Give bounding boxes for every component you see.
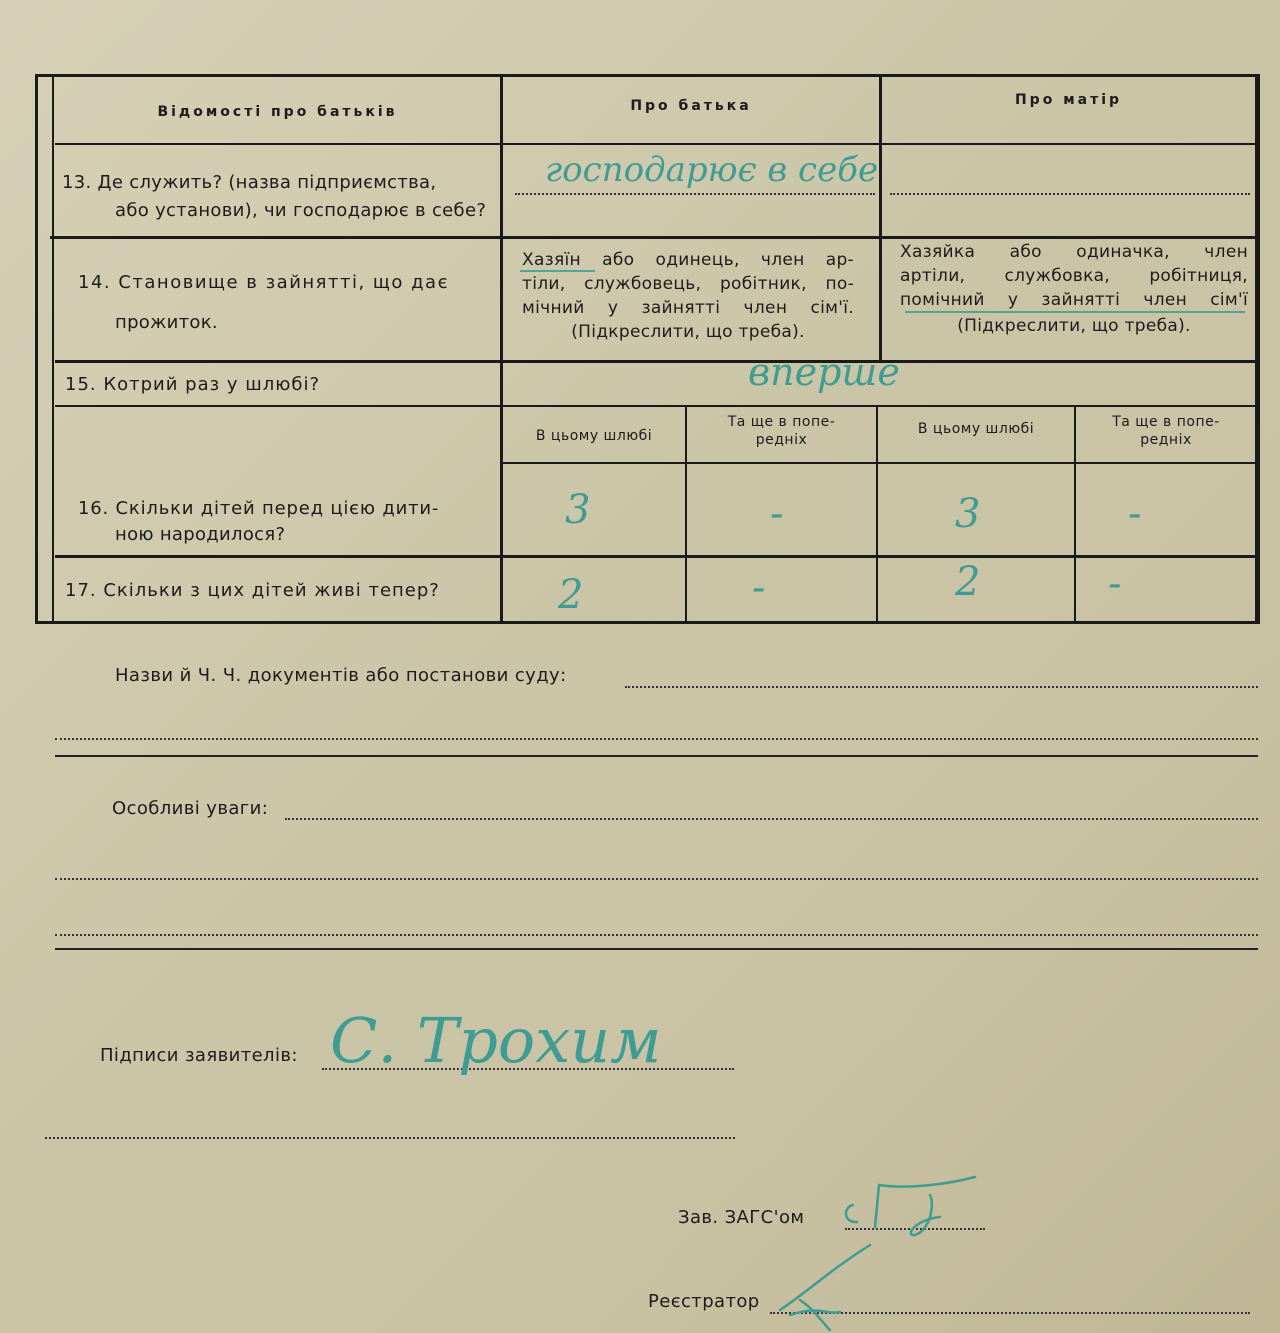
row15-handwritten-answer: вперше xyxy=(748,350,900,394)
signatures-label: Підписи заявителів: xyxy=(100,1045,298,1066)
rule-col1-right xyxy=(500,77,503,621)
header-mother: Про матір xyxy=(1014,92,1123,108)
documents-label: Назви й Ч. Ч. документів або постанови суду: xyxy=(115,665,567,686)
row14-father-line3: мічний у зайнятті член сім'ї. xyxy=(522,298,854,318)
rule-row16-bottom xyxy=(55,555,1258,558)
row13-label-line1: 13. Де служить? (назва підприємства, xyxy=(62,172,437,193)
section-divider xyxy=(55,755,1258,757)
notes-line-1 xyxy=(285,818,1258,820)
header-parents-info: Відомості про батьків xyxy=(157,104,398,120)
row14-mother-note: (Підкреслити, що треба). xyxy=(957,316,1191,336)
subhdr-father-prev-l1: Та ще в попе- xyxy=(727,414,836,430)
row14-father-line1: Хазяїн або одинець, член ар- xyxy=(522,250,854,270)
notes-line-2 xyxy=(55,878,1258,880)
rule-subheader-bottom xyxy=(500,462,1258,464)
row13-mother-fill-line xyxy=(890,193,1250,195)
header-father: Про батька xyxy=(630,98,752,114)
row16-mother-prev: - xyxy=(1128,491,1142,537)
subhdr-mother-prev-l1: Та ще в попе- xyxy=(1112,414,1220,430)
rule-header-bottom xyxy=(55,143,1258,145)
registrar-label: Реєстратор xyxy=(648,1291,760,1312)
row16-father-this: 3 xyxy=(565,487,591,533)
row13-label-line2: або установи), чи господарює в себе? xyxy=(115,200,487,221)
subhdr-mother-prev-l2: редніх xyxy=(1140,432,1192,448)
head-registry-label: Зав. ЗАГС'ом xyxy=(678,1207,805,1228)
documents-line-2 xyxy=(55,738,1258,740)
row14-father-line2: тіли, службовець, робітник, по- xyxy=(522,274,854,294)
row17-label: 17. Скільки з цих дітей живі тепер? xyxy=(65,580,440,601)
rule-right-inner xyxy=(1255,77,1257,621)
row16-father-prev: - xyxy=(770,491,784,537)
row14-label-line2: прожиток. xyxy=(115,312,218,333)
row14-father-note: (Підкреслити, що треба). xyxy=(571,322,805,342)
row17-father-this: 2 xyxy=(558,572,584,618)
subhdr-mother-this: В цьому шлюбі xyxy=(917,421,1035,437)
rule-row15-bottom xyxy=(55,405,1258,407)
notes-label: Особливі уваги: xyxy=(112,798,269,819)
row17-mother-prev: - xyxy=(1108,561,1122,607)
row17-father-prev: - xyxy=(752,565,766,611)
row16-mother-this: 3 xyxy=(955,491,981,537)
row16-label-line1: 16. Скільки дітей перед цією дити- xyxy=(78,498,440,519)
row14-father-underline xyxy=(520,270,595,272)
row16-label-line2: ною народилося? xyxy=(115,524,286,545)
row14-mother-line3: помічний у зайнятті член сім'ї xyxy=(900,290,1248,310)
row14-mother-underline xyxy=(905,311,1245,313)
subhdr-father-this: В цьому шлюбі xyxy=(535,428,653,444)
row13-handwritten-answer: господарює в себе xyxy=(545,150,879,190)
row17-mother-this: 2 xyxy=(955,559,981,605)
documents-line-1 xyxy=(625,686,1258,688)
row13-father-fill-line xyxy=(515,193,875,195)
notes-bottom-line xyxy=(55,948,1258,950)
row14-mother-line2: артіли, службовка, робітниця, xyxy=(900,266,1248,286)
row15-label: 15. Котрий раз у шлюбі? xyxy=(65,374,321,395)
rule-row14-bottom xyxy=(55,360,1258,363)
registrar-signature-mark xyxy=(770,1240,900,1333)
applicant-signature: С. Трохим xyxy=(330,1004,662,1077)
rule-left-inner xyxy=(52,77,54,621)
signatures-line-2 xyxy=(45,1137,735,1139)
row14-mother-line1: Хазяйка або одиначка, член xyxy=(900,242,1248,262)
notes-line-3 xyxy=(55,934,1258,936)
rule-row13-bottom xyxy=(50,236,1258,239)
row14-label-line1: 14. Становище в зайнятті, що дає xyxy=(78,272,449,293)
rule-col2-right-top xyxy=(879,77,882,361)
head-signature-mark xyxy=(835,1175,995,1245)
subhdr-father-prev-l2: редніх xyxy=(755,432,808,448)
